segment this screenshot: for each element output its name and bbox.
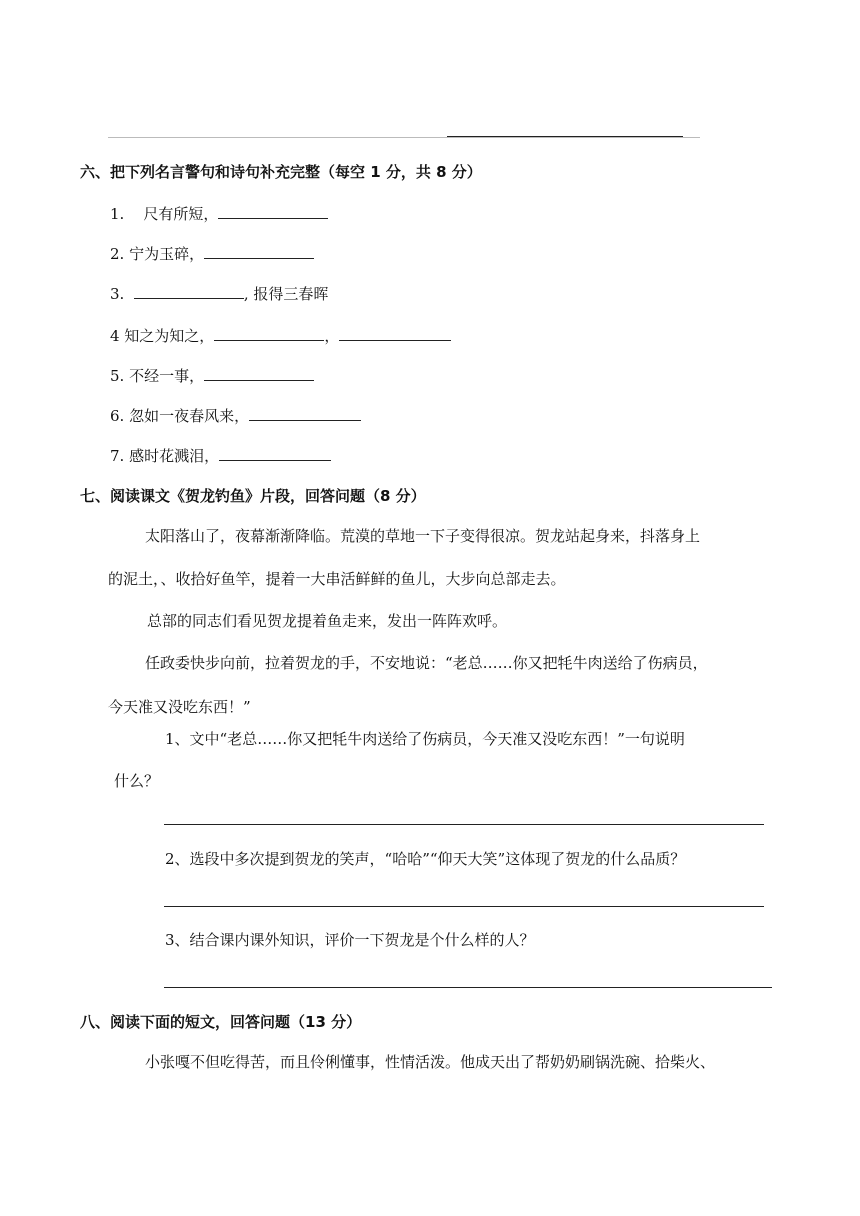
fill-item-6 [110,406,361,426]
fill-item-text: 4 知之为知之， [110,327,215,345]
answer-blank[interactable] [249,406,361,421]
fill-item-2 [110,244,314,264]
answer-blank[interactable] [204,366,314,381]
fill-item-text: 3. [110,285,134,303]
fill-item-1 [110,204,328,224]
fill-item-5 [110,366,314,386]
passage-line: 任政委快步向前，拉着贺龙的手，不安地说：“老总……你又把牦牛肉送给了伤病员， [145,654,708,672]
fill-item-text: 5. 不经一事， [110,367,205,385]
answer-line-2[interactable] [164,906,764,907]
section-8-heading: 八、阅读下面的短文，回答问题（13 分） [80,1013,362,1031]
question-1: 1、文中“老总……你又把牦牛肉送给了伤病员，今天准又没吃东西！”一句说明 [165,730,685,748]
section-7-heading: 七、阅读课文《贺龙钓鱼》片段，回答问题（8 分） [80,487,426,505]
section-6-heading: 六、把下列名言警句和诗句补充完整（每空 1 分，共 8 分） [80,163,482,181]
answer-blank[interactable] [214,326,324,341]
question-2: 2、选段中多次提到贺龙的笑声，“哈哈”“仰天大笑”这体现了贺龙的什么品质？ [165,850,686,868]
top-divider-thick [447,136,683,137]
passage-line: 太阳落山了，夜幕渐渐降临。荒漠的草地一下子变得很凉。贺龙站起身来，抖落身上 [145,527,701,545]
fill-item-text: ， [324,327,340,345]
fill-item-4 [110,326,451,346]
fill-item-text: 1. 尺有所短， [110,205,219,223]
question-1-continued: 什么？ [114,772,160,790]
fill-item-3 [110,284,328,304]
passage-line: 小张嘎不但吃得苦，而且伶俐懂事，性情活泼。他成天出了帮奶奶刷锅洗碗、拾柴火、 [145,1053,716,1071]
fill-item-text: 7. 感时花溅泪， [110,447,220,465]
answer-blank[interactable] [204,244,314,259]
fill-item-text: 6. 忽如一夜春风来， [110,407,250,425]
fill-item-text: 2. 宁为玉碎， [110,245,205,263]
passage-line: 总部的同志们看见贺龙提着鱼走来，发出一阵阵欢呼。 [147,612,508,630]
answer-line-3[interactable] [164,987,772,988]
passage-line: 今天准又没吃东西！” [108,698,251,716]
question-3: 3、结合课内课外知识，评价一下贺龙是个什么样的人？ [165,931,535,949]
top-divider-thin [108,137,700,138]
answer-line-1[interactable] [164,824,764,825]
answer-blank[interactable] [339,326,451,341]
fill-item-7 [110,446,331,466]
answer-blank[interactable] [134,284,244,299]
fill-item-text: , 报得三春晖 [243,285,329,303]
passage-line: 的泥土，、收拾好鱼竿，提着一大串活鲜鲜的鱼儿，大步向总部走去。 [108,570,566,588]
answer-blank[interactable] [218,204,328,219]
answer-blank[interactable] [219,446,331,461]
